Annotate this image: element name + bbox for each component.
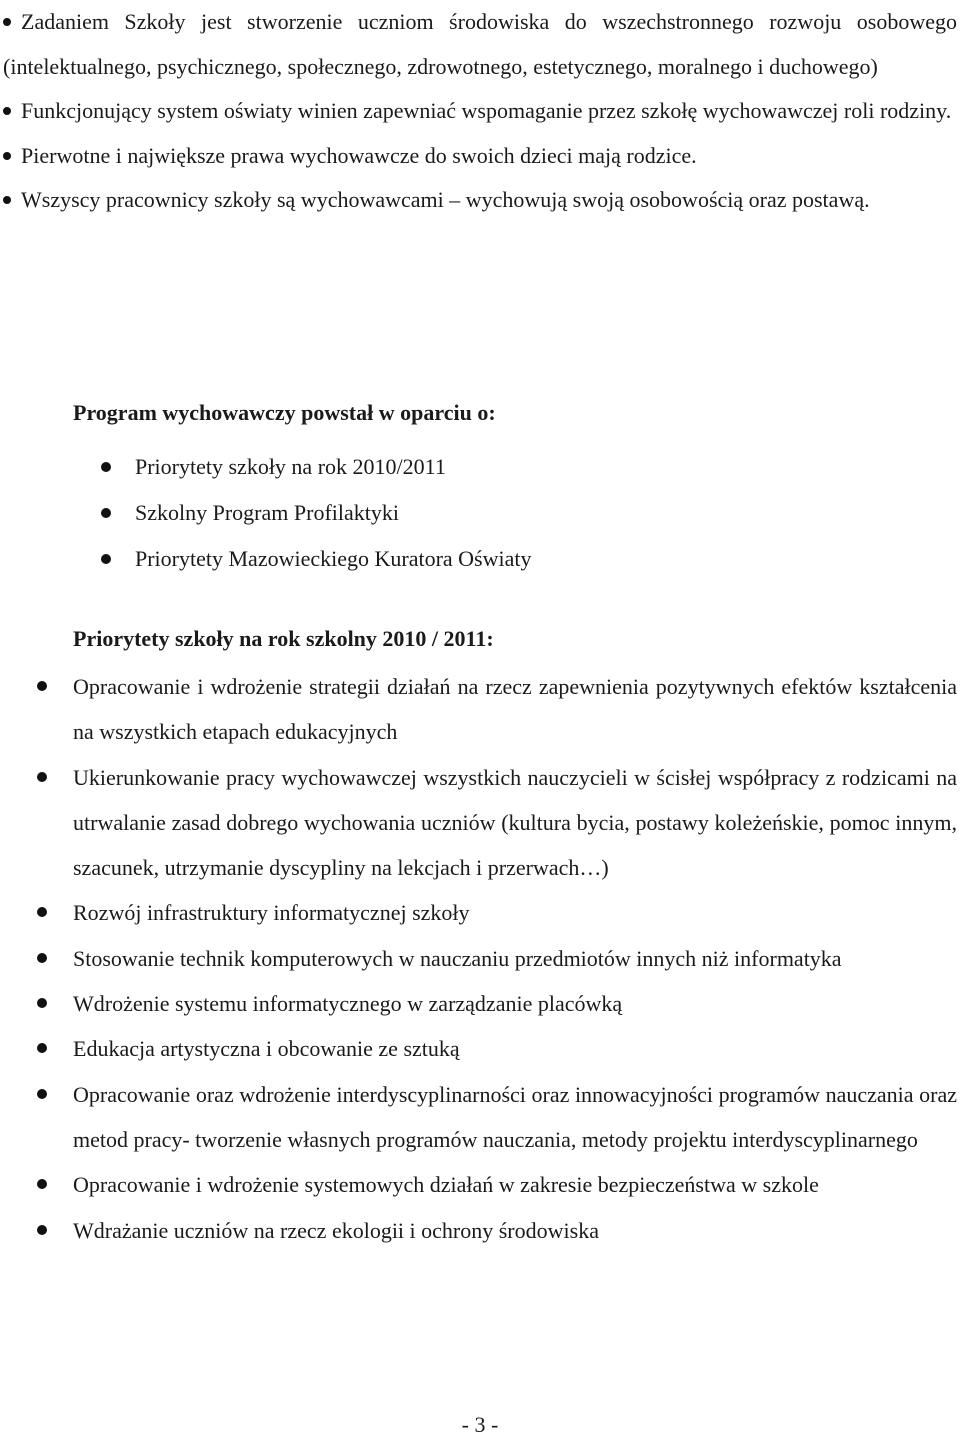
priority-item (0, 1072, 957, 1163)
bullet-icon (37, 772, 47, 782)
priority-item-text: Rozwój infrastruktury informatycznej szkoły (73, 900, 470, 926)
bullet-icon (37, 1179, 47, 1189)
bullet-icon (37, 907, 47, 917)
bullet-icon (37, 998, 47, 1008)
priority-item-text: Edukacja artystyczna i obcowanie ze sztuką (73, 1036, 460, 1062)
intro-item (3, 134, 957, 179)
priority-item-text: Stosowanie technik komputerowych w nauczaniu przedmiotów innych niż informatyka (73, 945, 842, 971)
intro-item-text: Wszyscy pracownicy szkoły są wychowawcami – wychowują swoją osobowością oraz postawą. (21, 187, 870, 212)
basis-list (0, 444, 960, 582)
priority-item-text: Opracowanie oraz wdrożenie interdyscyplinarności oraz innowacyjności programów nauczania oraz metod pracy- tworzenie własnych programów nauczania, metody projektu interdyscyplinarnego (73, 1081, 957, 1152)
priority-item (0, 755, 957, 891)
priority-item (0, 1026, 957, 1071)
basis-heading: Program wychowawczy powstał w oparciu o: (73, 400, 496, 425)
basis-item-text: Szkolny Program Profilaktyki (135, 500, 399, 525)
priority-item (0, 1208, 957, 1253)
basis-item-text: Priorytety Mazowieckiego Kuratora Oświaty (135, 546, 532, 571)
page-number: - 3 - (461, 1412, 499, 1437)
bullet-icon (37, 681, 47, 691)
basis-item-text: Priorytety szkoły na rok 2010/2011 (135, 454, 446, 479)
intro-item-text: Zadaniem Szkoły jest stworzenie uczniom środowiska do wszechstronnego rozwoju osobowego (intelektualnego, psychicznego, społecznego, zdrowotnego, estetycznego, moralnego i duchowego) (3, 9, 957, 79)
basis-item (0, 444, 960, 490)
priority-item (0, 981, 957, 1026)
priority-item-text: Wdrożenie systemu informatycznego w zarządzanie placówką (73, 991, 623, 1017)
bullet-icon (3, 152, 11, 160)
priority-item-text: Ukierunkowanie pracy wychowawczej wszystkich nauczycieli w ścisłej współpracy z rodzicami na utrwalanie zasad dobrego wychowania uczniów (kultura bycia, postawy koleżeńskie, pomoc innym, szacunek, utrzymanie dyscypliny na lekcjach i przerwach…) (73, 764, 957, 881)
basis-item (0, 490, 960, 536)
bullet-icon (101, 508, 111, 518)
basis-item (0, 536, 960, 582)
bullet-icon (37, 1225, 47, 1235)
bullet-icon (37, 1089, 47, 1099)
priorities-list (0, 664, 960, 1253)
priority-item-text: Opracowanie i wdrożenie strategii działań na rzecz zapewnienia pozytywnych efektów kształcenia na wszystkich etapach edukacyjnych (73, 674, 957, 745)
priority-item-text: Opracowanie i wdrożenie systemowych działań w zakresie bezpieczeństwa w szkole (73, 1172, 819, 1198)
intro-item-text: Funkcjonujący system oświaty winien zapewniać wspomaganie przez szkołę wychowawczej roli rodziny. (21, 98, 952, 123)
priority-item (0, 1162, 957, 1207)
priority-item-text: Wdrażanie uczniów na rzecz ekologii i ochrony środowiska (73, 1217, 599, 1243)
intro-item-text: Pierwotne i największe prawa wychowawcze do swoich dzieci mają rodzice. (21, 142, 697, 168)
bullet-icon (101, 462, 111, 472)
bullet-icon (37, 953, 47, 963)
priorities-heading: Priorytety szkoły na rok szkolny 2010 / 2011: (73, 626, 494, 651)
priority-item (0, 890, 957, 935)
priority-item (0, 936, 957, 981)
bullet-icon (3, 18, 11, 26)
intro-item (3, 178, 957, 223)
intro-item (3, 89, 957, 134)
intro-item (3, 0, 957, 89)
bullet-icon (3, 196, 11, 204)
bullet-icon (3, 107, 11, 115)
priority-item (0, 664, 957, 755)
bullet-icon (101, 554, 111, 564)
bullet-icon (37, 1043, 47, 1053)
intro-list (3, 0, 957, 223)
